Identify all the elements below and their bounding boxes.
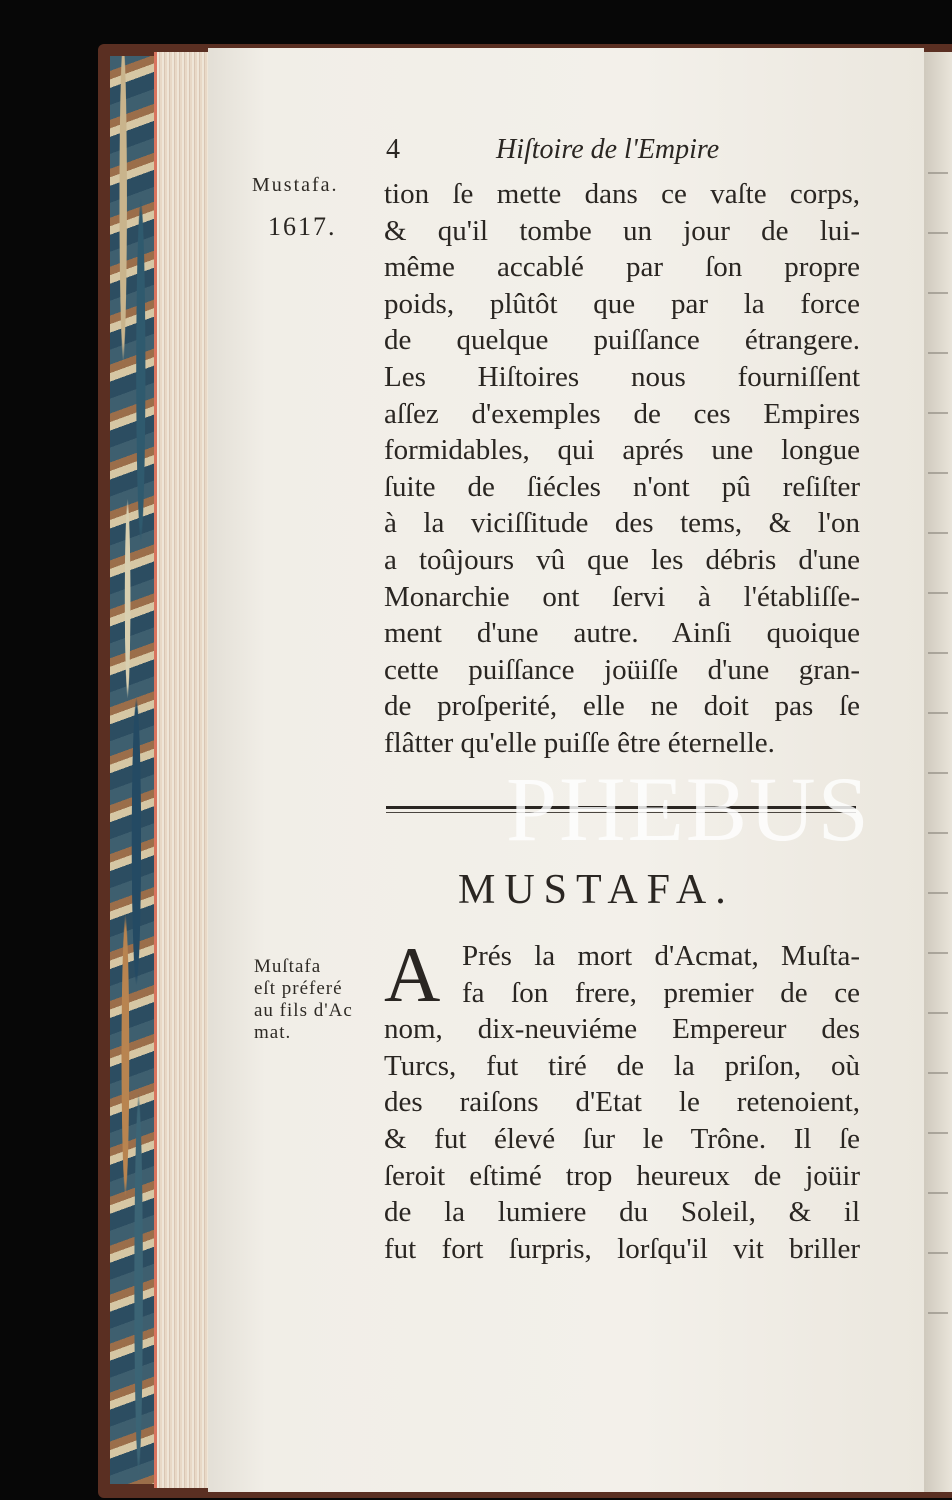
text-line: Les Hiſtoires nous fourniſſent — [384, 360, 860, 393]
watermark: PHEBUS — [506, 758, 871, 860]
text-line: a toûjours vû que les débris d'une — [384, 543, 860, 576]
text-line: des raiſons d'Etat le retenoient, — [384, 1086, 860, 1119]
paragraph-2 — [384, 931, 860, 1267]
text-line: même accablé par ſon propre — [384, 251, 860, 284]
text-line: poids, plûtôt que par la force — [384, 287, 860, 320]
section-title: MUSTAFA. — [458, 867, 735, 913]
margin-year: 1617. — [268, 212, 337, 241]
text-line: de proſperité, elle ne doit pas ſe — [384, 690, 860, 723]
marbled-edge — [110, 56, 156, 1484]
margin-note-line: eſt préferé — [254, 978, 343, 999]
text-line: formidables, qui aprés une longue — [384, 434, 860, 467]
running-title: Hiſtoire de l'Empire — [496, 134, 720, 165]
text-line: ment d'une autre. Ainſi quoique — [384, 617, 860, 650]
text-line: ſuite de ſiécles n'ont pû reſiſter — [384, 470, 860, 503]
paragraph-1 — [384, 176, 860, 762]
text-line: flâtter qu'elle puiſſe être éternelle. — [384, 726, 775, 759]
text-line: nom, dix-neuviéme Empereur des — [384, 1013, 860, 1046]
running-header — [386, 134, 806, 174]
margin-note-line: Muſtafa — [254, 956, 322, 977]
book-page — [208, 48, 924, 1492]
text-line: Monarchie ont ſervi à l'établiſſe- — [384, 580, 860, 613]
text-line: aſſez d'exemples de ces Empires — [384, 397, 860, 430]
text-line: de la lumiere du Soleil, & il — [384, 1196, 860, 1229]
text-line: & qu'il tombe un jour de lui- — [384, 214, 860, 247]
text-line: tion ſe mette dans ce vaſte corps, — [384, 178, 860, 210]
text-line: & fut élevé ſur le Trône. Il ſe — [384, 1122, 860, 1155]
margin-note — [254, 956, 353, 1044]
text-line: Turcs, fut tiré de la priſon, où — [384, 1049, 860, 1082]
text-line: ſeroit eſtimé trop heureux de joüir — [384, 1159, 860, 1192]
text-line: fut fort ſurpris, lorſqu'il vit briller — [384, 1232, 860, 1265]
margin-note-line: au fils d'Ac — [254, 1000, 353, 1021]
text-line: Prés la mort d'Acmat, Muſta- — [462, 940, 860, 972]
text-line: à la viciſſitude des tems, & l'on — [384, 507, 860, 540]
page-number: 4 — [386, 134, 400, 165]
text-line: fa ſon frere, premier de ce — [462, 976, 860, 1009]
text-line: de quelque puiſſance étrangere. — [384, 324, 860, 357]
margin-name: Mustafa. — [252, 174, 339, 196]
text-line: cette puiſſance joüiſſe d'une gran- — [384, 653, 860, 686]
facing-page — [924, 52, 952, 1492]
page-edges — [154, 52, 215, 1488]
drop-cap: A — [384, 931, 441, 1018]
margin-note-line: mat. — [254, 1022, 292, 1043]
